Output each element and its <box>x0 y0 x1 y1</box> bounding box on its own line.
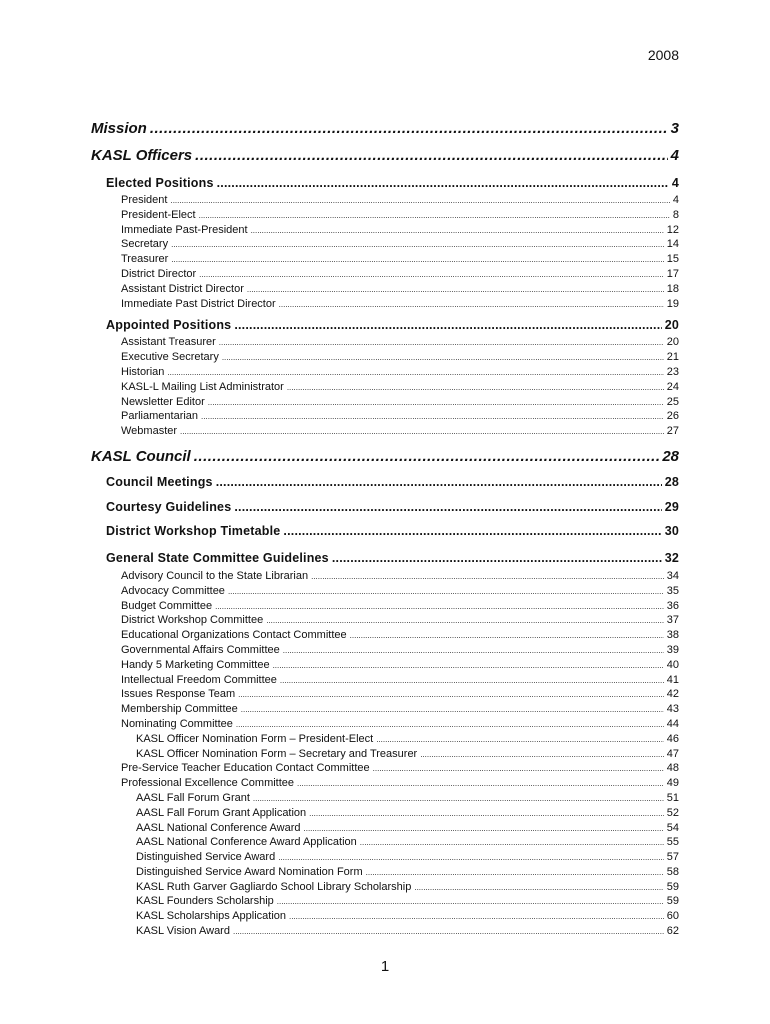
toc-entry-title: Governmental Affairs Committee <box>121 643 280 656</box>
toc-entry-title: KASL Officer Nomination Form – President-Elect <box>136 732 374 745</box>
dot-leader <box>170 194 669 209</box>
toc-subentry[interactable] <box>91 880 679 895</box>
toc-entry-title: Immediate Past-President <box>121 223 248 236</box>
toc-entry-title: Newsletter Editor <box>121 395 205 408</box>
dot-leader <box>247 283 664 298</box>
dot-leader <box>199 209 670 224</box>
toc-subentry[interactable] <box>91 821 679 836</box>
toc-entry-page: 26 <box>666 410 679 423</box>
header-year: 2008 <box>647 47 679 63</box>
toc-entry-page: 46 <box>666 732 679 745</box>
toc-entry-title: KASL Ruth Garver Gagliardo School Library Scholarship <box>136 880 412 893</box>
toc-entry-page: 24 <box>666 380 679 393</box>
dot-leader <box>289 910 664 925</box>
toc-entry-title: Advocacy Committee <box>121 584 225 597</box>
toc-entry[interactable] <box>91 237 679 252</box>
toc-entry[interactable] <box>91 628 679 643</box>
dot-leader <box>233 925 664 940</box>
toc-entry-page: 44 <box>666 717 679 730</box>
dot-leader <box>279 298 664 313</box>
dot-leader <box>350 629 664 644</box>
toc-entry-title: District Director <box>121 267 197 280</box>
dot-leader <box>236 718 664 733</box>
toc-entry-page: 57 <box>666 851 679 864</box>
toc-entry-page: 49 <box>666 777 679 790</box>
toc-entry-title: Treasurer <box>121 253 169 266</box>
toc-entry-page: 27 <box>666 425 679 438</box>
toc-entry[interactable] <box>91 282 679 297</box>
toc-entry-title: District Workshop Committee <box>121 614 264 627</box>
toc-entry-title: Issues Response Team <box>121 688 236 701</box>
toc-subentry[interactable] <box>91 850 679 865</box>
dot-leader <box>376 733 664 748</box>
toc-entry-title: Advisory Council to the State Librarian <box>121 569 309 582</box>
dot-leader <box>238 688 664 703</box>
table-of-contents <box>91 115 679 939</box>
toc-entry[interactable] <box>91 643 679 658</box>
toc-entry[interactable] <box>91 365 679 380</box>
toc-entry[interactable] <box>91 761 679 776</box>
toc-entry-title: KASL Officers <box>91 147 193 164</box>
toc-entry[interactable] <box>91 380 679 395</box>
toc-entry-page: 59 <box>666 895 679 908</box>
toc-entry-page: 38 <box>666 629 679 642</box>
dot-leader <box>366 866 664 881</box>
toc-entry-page: 4 <box>670 147 679 164</box>
toc-entry-title: Appointed Positions <box>106 318 232 333</box>
dot-leader <box>266 614 664 629</box>
toc-entry[interactable] <box>91 424 679 439</box>
dot-leader <box>280 674 664 689</box>
toc-entry-title: KASL Vision Award <box>136 925 230 938</box>
toc-entry-page: 51 <box>666 791 679 804</box>
toc-entry-title: Intellectual Freedom Committee <box>121 673 277 686</box>
toc-entry-title: Mission <box>91 120 147 137</box>
dot-leader <box>234 495 661 519</box>
toc-entry-title: Secretary <box>121 238 169 251</box>
dot-leader <box>234 315 661 335</box>
toc-entry-title: Membership Committee <box>121 703 238 716</box>
toc-entry-page: 59 <box>666 880 679 893</box>
toc-entry-title: AASL National Conference Award Application <box>136 836 357 849</box>
toc-entry-title: Nominating Committee <box>121 717 233 730</box>
toc-entry-title: Elected Positions <box>106 176 214 190</box>
toc-entry-title: Assistant Treasurer <box>121 336 216 349</box>
dot-leader <box>332 543 662 573</box>
toc-entry[interactable] <box>91 223 679 238</box>
toc-entry[interactable] <box>91 776 679 791</box>
toc-entry-page: 55 <box>666 836 679 849</box>
dot-leader <box>373 762 664 777</box>
toc-entry-title: General State Committee Guidelines <box>106 550 329 565</box>
toc-entry[interactable] <box>91 297 679 312</box>
dot-leader <box>219 336 664 351</box>
toc-entry-page: 30 <box>664 523 679 538</box>
dot-leader <box>201 410 664 425</box>
toc-subentry[interactable] <box>91 924 679 939</box>
toc-entry-officers[interactable] <box>91 142 679 169</box>
toc-entry-title: Handy 5 Marketing Committee <box>121 658 270 671</box>
toc-entry-title: Budget Committee <box>121 599 213 612</box>
toc-entry-page: 12 <box>666 223 679 236</box>
toc-entry-title: AASL Fall Forum Grant <box>136 791 250 804</box>
toc-entry[interactable] <box>91 350 679 365</box>
toc-entry-page: 28 <box>662 447 679 465</box>
toc-entry-title: Distinguished Service Award <box>136 851 276 864</box>
appointed-list <box>91 335 679 439</box>
dot-leader <box>216 470 662 495</box>
toc-entry-page: 39 <box>666 643 679 656</box>
toc-entry-page: 17 <box>666 267 679 280</box>
toc-entry-page: 14 <box>666 238 679 251</box>
toc-entry-page: 29 <box>664 499 679 514</box>
toc-entry-title: Distinguished Service Award Nomination Form <box>136 865 363 878</box>
toc-entry-title: KASL Council <box>91 447 191 465</box>
toc-entry-title: Historian <box>121 365 165 378</box>
toc-entry-page: 20 <box>664 318 679 333</box>
dot-leader <box>194 443 660 470</box>
toc-entry-title: District Workshop Timetable <box>106 523 281 538</box>
toc-entry-courtesy-guidelines[interactable] <box>91 495 679 519</box>
dot-leader <box>304 822 664 837</box>
toc-subentry[interactable] <box>91 909 679 924</box>
toc-entry-page: 15 <box>666 253 679 266</box>
toc-entry[interactable] <box>91 409 679 424</box>
toc-entry-title: KASL Officer Nomination Form – Secretary and Treasurer <box>136 747 418 760</box>
toc-entry-title: KASL Founders Scholarship <box>136 895 274 908</box>
dot-leader <box>195 142 668 169</box>
toc-entry-elected-positions[interactable] <box>91 173 679 193</box>
committee-list <box>91 569 679 939</box>
toc-entry-title: Educational Organizations Contact Committee <box>121 629 347 642</box>
toc-entry-page: 62 <box>666 925 679 938</box>
toc-entry-page: 4 <box>672 194 679 206</box>
toc-entry-title: KASL Scholarships Application <box>136 910 287 923</box>
toc-entry-page: 20 <box>666 336 679 349</box>
toc-entry-mission[interactable] <box>91 115 679 142</box>
toc-entry[interactable] <box>91 717 679 732</box>
toc-entry-page: 25 <box>666 395 679 408</box>
dot-leader <box>228 585 664 600</box>
dot-leader <box>241 703 664 718</box>
toc-entry[interactable] <box>91 395 679 410</box>
toc-entry[interactable] <box>91 658 679 673</box>
toc-entry-page: 8 <box>672 208 679 221</box>
toc-entry-title: Courtesy Guidelines <box>106 499 232 514</box>
toc-entry-page: 4 <box>671 176 679 190</box>
toc-entry-title: Professional Excellence Committee <box>121 777 295 790</box>
dot-leader <box>199 268 664 283</box>
dot-leader <box>278 851 664 866</box>
toc-entry[interactable] <box>91 673 679 688</box>
toc-entry[interactable] <box>91 208 679 223</box>
toc-entry-page: 34 <box>666 569 679 582</box>
toc-entry-page: 28 <box>664 474 679 489</box>
toc-entry-page: 37 <box>666 614 679 627</box>
toc-entry-title: Assistant District Director <box>121 282 244 295</box>
dot-leader <box>277 895 664 910</box>
dot-leader <box>414 881 663 896</box>
toc-entry-district-workshop-timetable[interactable] <box>91 519 679 543</box>
dot-leader <box>287 381 664 396</box>
toc-entry-page: 18 <box>666 282 679 295</box>
toc-entry-title: AASL Fall Forum Grant Application <box>136 806 307 819</box>
toc-entry-page: 23 <box>666 365 679 378</box>
page-number: 1 <box>380 958 390 975</box>
toc-subentry[interactable] <box>91 791 679 806</box>
toc-entry-title: President-Elect <box>121 208 196 221</box>
dot-leader <box>283 519 661 543</box>
toc-subentry[interactable] <box>91 865 679 880</box>
toc-entry-title: Webmaster <box>121 425 178 438</box>
toc-entry-title: Pre-Service Teacher Education Contact Committee <box>121 762 370 775</box>
toc-entry-page: 32 <box>664 550 679 565</box>
toc-entry[interactable] <box>91 335 679 350</box>
dot-leader <box>208 396 664 411</box>
toc-entry-title: KASL-L Mailing List Administrator <box>121 380 284 393</box>
toc-entry-title: Council Meetings <box>106 474 213 489</box>
toc-entry-page: 21 <box>666 351 679 364</box>
toc-entry[interactable] <box>91 613 679 628</box>
toc-entry[interactable] <box>91 252 679 267</box>
dot-leader <box>222 351 664 366</box>
toc-entry-page: 52 <box>666 806 679 819</box>
toc-entry[interactable] <box>91 687 679 702</box>
toc-entry-page: 35 <box>666 584 679 597</box>
toc-entry-kasl-council[interactable] <box>91 443 679 470</box>
toc-entry[interactable] <box>91 267 679 282</box>
toc-entry-title: Parliamentarian <box>121 410 199 423</box>
toc-entry-page: 41 <box>666 673 679 686</box>
toc-entry-page: 54 <box>666 821 679 834</box>
toc-entry-page: 40 <box>666 658 679 671</box>
dot-leader <box>171 238 664 253</box>
elected-list <box>91 193 679 311</box>
toc-entry-title: AASL National Conference Award <box>136 821 301 834</box>
toc-entry[interactable] <box>91 584 679 599</box>
toc-entry-page: 3 <box>670 120 679 137</box>
toc-entry-title: Executive Secretary <box>121 351 219 364</box>
toc-entry-page: 19 <box>666 297 679 310</box>
toc-entry-page: 42 <box>666 688 679 701</box>
dot-leader <box>215 600 664 615</box>
dot-leader <box>283 644 664 659</box>
dot-leader <box>273 659 664 674</box>
toc-entry-page: 58 <box>666 865 679 878</box>
dot-leader <box>167 366 663 381</box>
toc-entry[interactable] <box>91 193 679 208</box>
toc-subentry[interactable] <box>91 806 679 821</box>
dot-leader <box>217 173 669 193</box>
dot-leader <box>297 777 664 792</box>
toc-entry-appointed-positions[interactable] <box>91 315 679 335</box>
dot-leader <box>253 792 664 807</box>
toc-subentry[interactable] <box>91 894 679 909</box>
toc-entry-title: President <box>121 194 168 206</box>
toc-entry-general-state-committee-guidelines[interactable] <box>91 543 679 569</box>
dot-leader <box>360 836 664 851</box>
dot-leader <box>311 570 664 585</box>
toc-subentry[interactable] <box>91 732 679 747</box>
dot-leader <box>251 224 664 239</box>
toc-subentry[interactable] <box>91 747 679 762</box>
toc-entry-title: Immediate Past District Director <box>121 297 276 310</box>
toc-entry[interactable] <box>91 569 679 584</box>
toc-entry-page: 48 <box>666 762 679 775</box>
dot-leader <box>171 253 663 268</box>
toc-entry-council-meetings[interactable] <box>91 470 679 495</box>
toc-entry-page: 47 <box>666 747 679 760</box>
toc-entry-page: 36 <box>666 599 679 612</box>
dot-leader <box>420 748 664 763</box>
toc-entry[interactable] <box>91 702 679 717</box>
toc-subentry[interactable] <box>91 835 679 850</box>
toc-entry-page: 60 <box>666 910 679 923</box>
toc-entry-page: 43 <box>666 703 679 716</box>
toc-entry[interactable] <box>91 599 679 614</box>
dot-leader <box>180 425 664 440</box>
dot-leader <box>150 115 668 142</box>
dot-leader <box>309 807 664 822</box>
